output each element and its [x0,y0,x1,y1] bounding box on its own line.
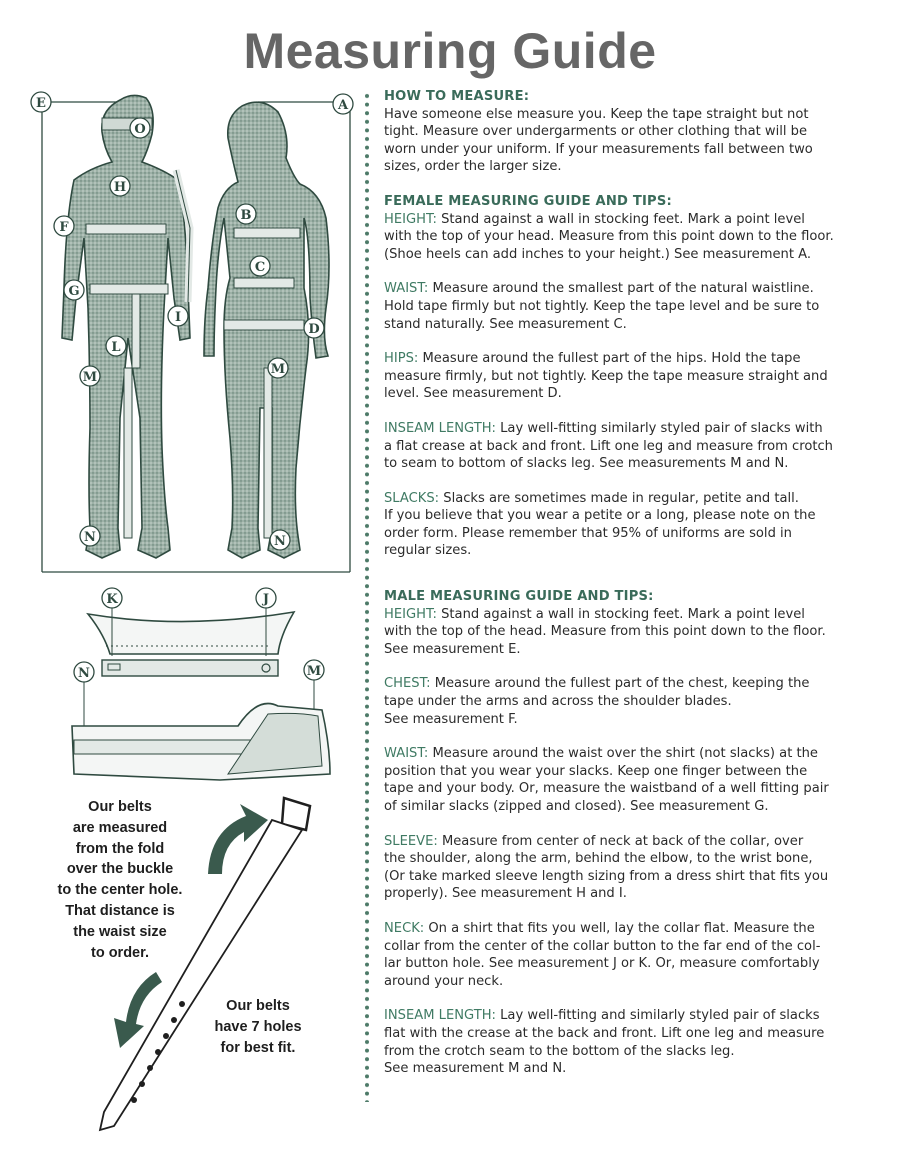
text-line: tight. Measure over undergarments or other clothing that will be [384,124,808,140]
female-slacks [384,490,884,508]
tip-label: NECK: [384,920,425,936]
text-line: level. See measurement D. [384,386,562,402]
text-line: regular sizes. [384,543,472,559]
text-line: around your neck. [384,973,504,989]
text-segment: to order. [90,944,149,961]
text-segment: Stand against a wall in stocking feet. Mark a point level [436,606,805,622]
female-waist [384,280,884,298]
label-h: H [113,180,127,195]
male-guide-section [384,588,884,1078]
text-line: sizes, order the larger size. [384,159,562,175]
text-segment: Stand against a wall in stocking feet. Mark a point level [436,211,805,227]
text-segment: Our belts [88,799,152,815]
label-n-slacks: N [78,666,90,681]
text-segment: Our belts [226,998,290,1014]
text-segment: Lay well-fitting similarly styled pair of slacks with [495,420,823,436]
belt-measure-note [30,797,210,963]
male-neck [384,920,884,938]
label-b: B [240,208,252,223]
text-line: to seam to bottom of slacks leg. See measurements M and N. [384,456,789,472]
text-line: position that you wear your slacks. Keep one finger between the [384,763,808,779]
label-m-slacks: M [306,664,322,679]
text-line: of similar slacks (zipped and closed). See measurement G. [384,799,769,814]
label-m-female: M [270,362,286,377]
male-chest [384,675,884,693]
page-title: Measuring Guide [243,23,657,79]
text-segment: Slacks are sometimes made in regular, petite and tall. [439,490,799,506]
tip-label: SLACKS: [384,490,440,506]
text-segment: Measure around the waist over the shirt (not slacks) at the [428,746,818,762]
tip-label: WAIST: [384,746,429,762]
label-n-female: N [274,534,286,549]
text-line: tape and your body. Or, measure the waistband of a well fitting pair [384,781,829,797]
text-segment: the waist size [73,923,167,940]
text-segment: Measure from center of neck at back of the collar, over [437,833,804,849]
label-d: D [308,322,320,337]
text-segment: Measure around the fullest part of the chest, keeping the [430,676,810,692]
text-line: See measurement F. [384,711,518,727]
text-line: the shoulder, along the arm, behind the elbow, to the wrist bone, [384,851,813,867]
female-heading: FEMALE MEASURING GUIDE AND TIPS: [384,193,672,209]
text-line: with the top of the head. Measure from this point down to the floor. [384,624,826,640]
label-j: J [262,592,270,607]
text-segment: Measure around the fullest part of the hips. Hold the tape [418,351,801,367]
how-to-measure-section [384,88,884,176]
tip-label: INSEAM LENGTH: [384,420,496,436]
text-line: collar from the center of the collar button to the far end of the col- [384,938,821,954]
text-line: a flat crease at back and front. Lift one leg and measure from crotch [384,438,833,454]
text-line: Have someone else measure you. Keep the tape straight but not [384,106,809,122]
label-i: I [174,310,182,325]
text-line: measure firmly, but not tightly. Keep the tape measure straight and [384,368,828,384]
text-segment: Measure around the smallest part of the natural waistline. [428,281,814,297]
label-a: A [337,98,349,113]
label-m-male: M [82,370,98,385]
female-height [384,211,884,229]
tip-label: CHEST: [384,676,431,692]
text-segment: are measured [72,819,168,836]
female-guide-section [384,193,884,560]
label-e: E [36,96,46,111]
label-n-male: N [84,530,96,545]
text-line: flat with the crease at the back and front. Lift one leg and measure [384,1025,825,1041]
text-line: with the top of your head. Measure from this point down to the floor. [384,229,834,245]
tip-label: SLEEVE: [384,833,438,849]
text-segment: have 7 holes [214,1018,302,1035]
text-segment: for best fit. [220,1039,296,1056]
text-line: See measurement E. [384,641,521,657]
text-segment: over the buckle [66,861,174,878]
tip-label: HEIGHT: [384,211,437,227]
text-line: (Shoe heels can add inches to your height.) See measurement A. [384,246,812,262]
text-line: order form. Please remember that 95% of uniforms are sold in [384,525,792,541]
label-f: F [59,220,69,235]
male-inseam [384,1007,884,1025]
male-waist [384,745,884,763]
text-line: See measurement M and N. [384,1061,567,1077]
label-c: C [254,260,266,275]
label-o: O [134,122,146,137]
text-line: lar button hole. See measurement J or K. Or, measure comfortably [384,956,820,972]
text-line: If you believe that you wear a petite or a long, please note on the [384,508,816,524]
body-measurement-illustration [28,88,364,574]
slacks-illustration [68,656,340,786]
label-l: L [111,340,121,355]
text-segment: to the center hole. [57,882,183,899]
tip-label: HIPS: [384,351,419,367]
text-segment: On a shirt that fits you well, lay the collar flat. Measure the [424,920,815,936]
label-g: G [68,284,80,299]
how-heading: HOW TO MEASURE: [384,89,530,104]
text-segment: Lay well-fitting and similarly styled pair of slacks [495,1008,820,1024]
female-inseam [384,420,884,438]
label-k: K [106,592,118,607]
male-sleeve [384,833,884,851]
belt-holes-note [198,996,318,1058]
text-line: tape under the arms and across the shoulder blades. [384,694,732,710]
text-line: (Or take marked sleeve length sizing from a dress shirt that fits you [384,868,829,884]
tip-label: HEIGHT: [384,606,437,622]
tip-label: WAIST: [384,281,429,297]
female-hips [384,350,884,368]
text-line: Hold tape firmly but not tightly. Keep the tape level and be sure to [384,298,820,314]
text-segment: from the fold [75,840,165,857]
dotted-divider [362,92,372,1102]
text-line: from the crotch seam to the bottom of the slacks leg. [384,1043,735,1059]
male-heading: MALE MEASURING GUIDE AND TIPS: [384,589,654,605]
male-height [384,606,884,624]
text-line: properly). See measurement H and I. [384,886,627,902]
tip-label: INSEAM LENGTH: [384,1008,496,1024]
text-line: stand naturally. See measurement C. [384,316,627,332]
instructions-column [384,88,884,1078]
text-segment: That distance is [65,902,175,919]
text-line: worn under your uniform. If your measurements fall between two [384,141,813,157]
